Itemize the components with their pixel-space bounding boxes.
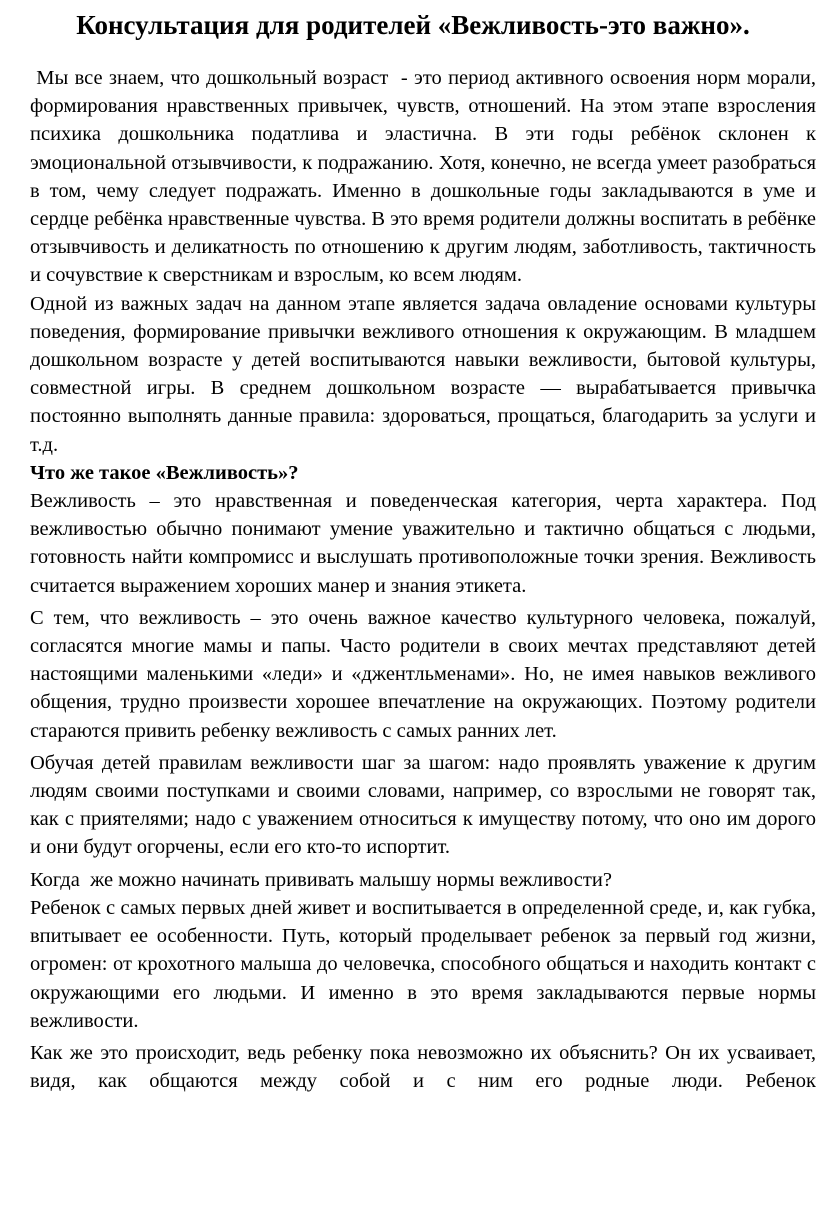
paragraph-teaching-step-by-step: Обучая детей правилам вежливости шаг за шагом: надо проявлять уважение к другим людям своими поступками и своими словами, например, со взрослыми не говорят так, как с приятелями; надо с уважением относиться к имуществу потому, что оно им дорого и они будут огорчены, если его кто-то испортит. [30, 751, 816, 859]
document-page [30, 4, 816, 1095]
paragraph-first-days: Ребенок с самых первых дней живет и воспитывается в определенной среде, и, как губка, впитывает ее особенности. Путь, который проделывает ребенок за первый год жизни, огромен: от крохотного малыша до человечка, способного общаться и находить контакт с окружающими его людьми. И именно в это время закладываются первые нормы вежливости. [30, 896, 816, 1032]
section-heading-what-is-politeness: Что же такое «Вежливость»? [30, 461, 299, 484]
paragraph-important-quality: С тем, что вежливость – это очень важное качество культурного человека, пожалуй, согласятся многие мамы и папы. Часто родители в своих мечтах представляют детей настоящими маленькими «леди» и «джентльменами». Но, не имея навыков вежливого общения, трудно произвести хорошее впечатление на окружающих. Поэтому родители стараются привить ребенку вежливость с самых ранних лет. [30, 606, 816, 742]
paragraph-how-it-happens: Как же это происходит, ведь ребенку пока невозможно их объяснить? Он их усваивает, видя, как общаются между собой и с ним его родные люди. Ребенок [30, 1041, 816, 1093]
paragraph-culture-of-behavior: Одной из важных задач на данном этапе является задача овладение основами культуры поведения, формирование привычки вежливого отношения к окружающим. В младшем дошкольном возрасте у детей воспитываются навыки вежливости, бытовой культуры, совместной игры. В среднем дошкольном возрасте — вырабатывается привычка постоянно выполнять данные правила: здороваться, прощаться, благодарить за услуги и т.д. [30, 292, 816, 456]
paragraph-intro: Мы все знаем, что дошкольный возраст - это период активного освоения норм морали, формирования нравственных привычек, чувств, отношений. На этом этапе взросления психика дошкольника податлива и эластична. В эти годы ребёнок склонен к эмоциональной отзывчивости, к подражанию. Хотя, конечно, не всегда умеет разобраться в том, чему следует подражать. Именно в дошкольные годы закладываются в уме и сердце ребёнка нравственные чувства. В это время родители должны воспитать в ребёнке отзывчивость и деликатность по отношению к другим людям, заботливость, тактичность и сочувствие к сверстникам и взрослым, ко всем людям. [30, 67, 816, 287]
paragraph-when-to-start-question: Когда же можно начинать прививать малышу нормы вежливости? [30, 868, 612, 891]
document-body [30, 64, 816, 1095]
document-title: Консультация для родителей «Вежливость-это важно». [76, 10, 750, 40]
paragraph-politeness-definition: Вежливость – это нравственная и поведенческая категория, черта характера. Под вежливостью обычно понимают умение уважительно и тактично общаться с людьми, готовность найти компромисс и выслушать противоположные точки зрения. Вежливость считается выражением хороших манер и знания этикета. [30, 490, 816, 597]
